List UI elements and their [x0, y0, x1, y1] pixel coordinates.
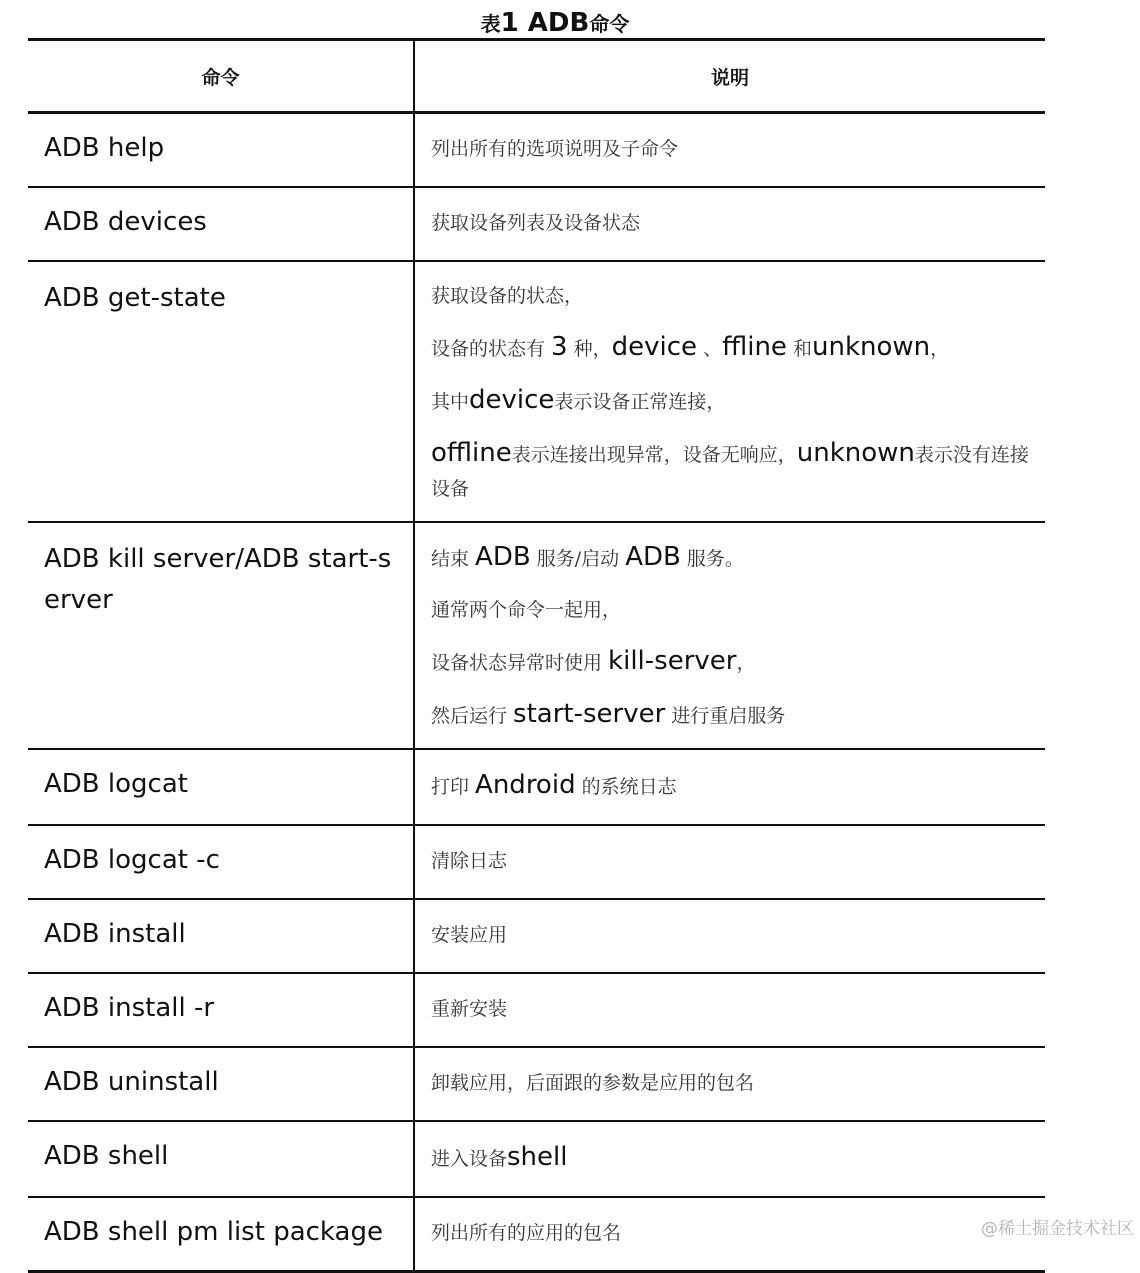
- table-row: [28, 261, 1045, 522]
- description-line: [431, 203, 1035, 245]
- description-line: [431, 384, 1035, 420]
- chinese-text: 进行重启服务: [665, 705, 786, 727]
- description-cell: [414, 113, 1045, 188]
- description-cell: [414, 522, 1045, 749]
- command-cell: ADB install -r: [28, 973, 414, 1047]
- latin-text: unknown: [796, 438, 915, 468]
- latin-text: offline: [431, 438, 512, 468]
- caption-prefix: 表: [480, 12, 501, 36]
- latin-text: shell: [507, 1142, 568, 1172]
- chinese-text: 其中: [431, 391, 470, 413]
- chinese-text: 安装应用: [431, 924, 508, 946]
- table-row: [28, 1121, 1045, 1197]
- latin-text: ADB: [475, 542, 531, 572]
- latin-text: device: [611, 332, 698, 362]
- command-cell: ADB get-state: [28, 261, 414, 522]
- description-line: [431, 437, 1035, 507]
- description-line: [431, 989, 1035, 1031]
- chinese-text: 设备的状态有: [431, 338, 552, 360]
- command-cell: ADB devices: [28, 187, 414, 261]
- description-cell: [414, 749, 1045, 825]
- table-row: [28, 899, 1045, 973]
- description-cell: [414, 1197, 1045, 1272]
- description-line: [431, 331, 1035, 367]
- latin-text: 3: [551, 332, 568, 362]
- description-line: [431, 698, 1035, 734]
- description-cell: [414, 825, 1045, 899]
- description-line: [431, 765, 1035, 809]
- chinese-text: 表示连接出现异常，设备无响应，: [511, 444, 797, 466]
- table-header-row: [28, 40, 1045, 113]
- description-cell: [414, 261, 1045, 522]
- description-line: [431, 841, 1035, 883]
- command-cell: ADB logcat: [28, 749, 414, 825]
- command-cell: ADB uninstall: [28, 1047, 414, 1121]
- description-line: [431, 594, 1035, 628]
- command-cell: ADB shell: [28, 1121, 414, 1197]
- latin-text: unknown: [811, 332, 931, 362]
- latin-text: ffline: [722, 332, 787, 362]
- table-row: [28, 187, 1045, 261]
- description-line: [431, 280, 1035, 314]
- header-description: 说明: [414, 40, 1045, 113]
- chinese-text: ，: [930, 338, 950, 360]
- latin-text: ADB: [625, 542, 681, 572]
- table-row: [28, 1047, 1045, 1121]
- chinese-text: 清除日志: [431, 850, 508, 872]
- table-row: [28, 522, 1045, 749]
- table-row: [28, 749, 1045, 825]
- chinese-text: ，: [736, 652, 756, 674]
- chinese-text: 然后运行: [431, 705, 514, 727]
- chinese-text: 的系统日志: [575, 776, 677, 798]
- description-cell: [414, 973, 1045, 1047]
- chinese-text: 、: [697, 338, 723, 360]
- description-line: [431, 1063, 1035, 1105]
- watermark: @稀土掘金技术社区: [981, 1219, 1134, 1239]
- table-row: [28, 1197, 1045, 1272]
- description-cell: [414, 187, 1045, 261]
- chinese-text: 获取设备列表及设备状态: [431, 212, 641, 234]
- command-cell: ADB logcat -c: [28, 825, 414, 899]
- chinese-text: 通常两个命令一起用，: [431, 599, 622, 621]
- caption-suffix: 命令: [589, 12, 630, 36]
- chinese-text: 列出所有的选项说明及子命令: [431, 138, 679, 160]
- description-line: [431, 541, 1035, 577]
- chinese-text: 重新安装: [431, 998, 508, 1020]
- chinese-text: 服务。: [680, 548, 744, 570]
- chinese-text: 列出所有的应用的包名: [431, 1222, 622, 1244]
- chinese-text: 和: [786, 338, 812, 360]
- chinese-text: 卸载应用，后面跟的参数是应用的包名: [431, 1072, 755, 1094]
- description-line: [431, 915, 1035, 957]
- description-line: [431, 645, 1035, 681]
- description-line: [431, 129, 1035, 171]
- command-cell: ADB install: [28, 899, 414, 973]
- header-command: 命令: [28, 40, 414, 113]
- chinese-text: 服务/启动: [530, 548, 626, 570]
- table-row: [28, 113, 1045, 188]
- caption-label: 1 ADB: [500, 8, 590, 38]
- chinese-text: 设备状态异常时使用: [431, 652, 609, 674]
- table-row: [28, 825, 1045, 899]
- description-cell: [414, 1121, 1045, 1197]
- description-line: [431, 1137, 1035, 1181]
- table-row: [28, 973, 1045, 1047]
- description-cell: [414, 899, 1045, 973]
- latin-text: Android: [475, 770, 576, 800]
- chinese-text: 进入设备: [431, 1148, 508, 1170]
- table-caption: [0, 6, 1110, 40]
- latin-text: device: [469, 385, 555, 415]
- adb-command-table: [28, 38, 1045, 1273]
- latin-text: kill-server: [608, 646, 737, 676]
- chinese-text: 结束: [431, 548, 476, 570]
- command-cell: ADB shell pm list package: [28, 1197, 414, 1272]
- chinese-text: 表示设备正常连接，: [554, 391, 726, 413]
- chinese-text: 获取设备的状态，: [431, 285, 584, 307]
- description-cell: [414, 1047, 1045, 1121]
- table-body: [28, 113, 1045, 1272]
- chinese-text: 种，: [567, 338, 612, 360]
- description-line: [431, 1213, 1035, 1255]
- command-cell: ADB help: [28, 113, 414, 188]
- latin-text: start-server: [513, 699, 666, 729]
- chinese-text: 打印: [431, 776, 476, 798]
- chinese-text: 表示没有连接设备: [431, 444, 1029, 500]
- command-cell: ADB kill server/ADB start-server: [28, 522, 414, 749]
